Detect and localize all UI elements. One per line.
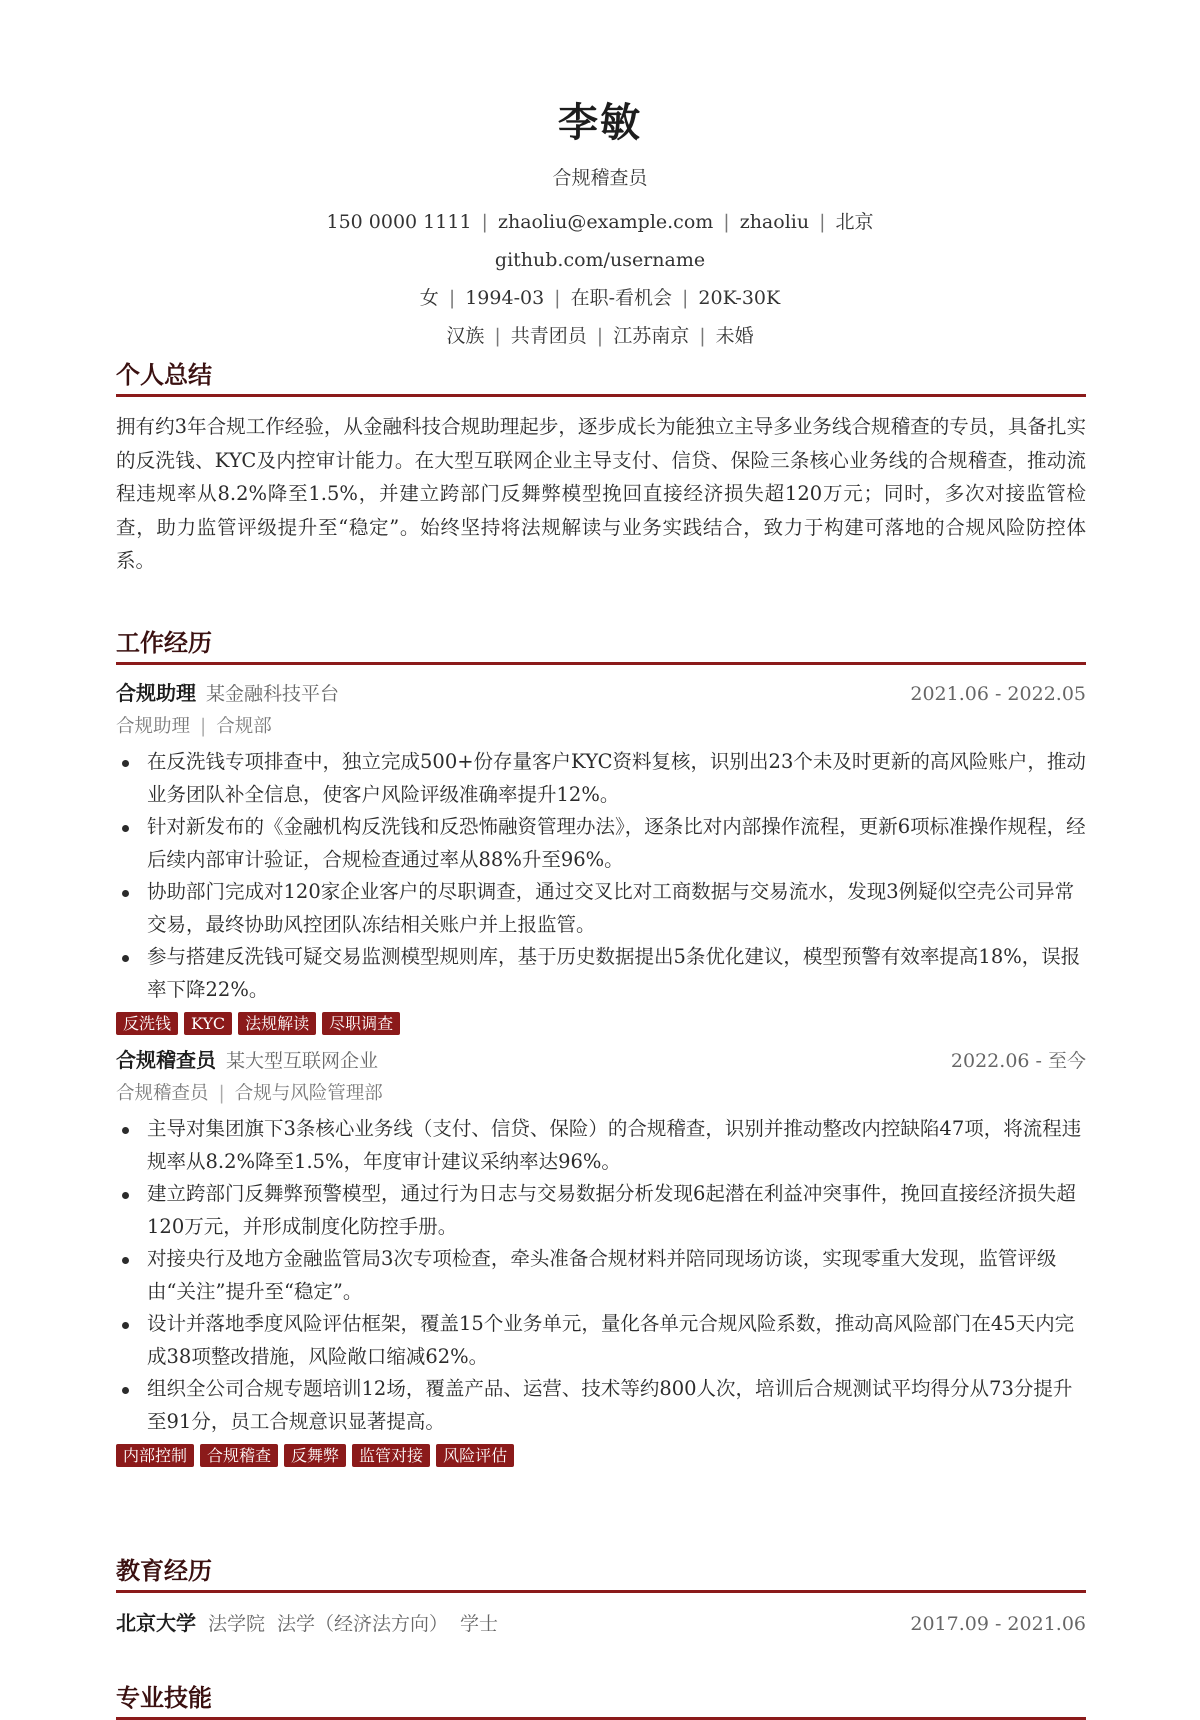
skill-tag: 反舞弊	[284, 1444, 346, 1467]
salary-expectation: 20K-30K	[698, 287, 781, 309]
job-title: 合规稽查员	[116, 1048, 216, 1072]
background-line	[0, 317, 1200, 355]
section-title-skills: 专业技能	[116, 1676, 1086, 1720]
job-status: 在职-看机会	[570, 287, 672, 309]
job-header	[116, 678, 1086, 708]
list-item: 设计并落地季度风险评估框架，覆盖15个业务单元，量化各单元合规风险系数，推动高风险部门在45天内完成38项整改措施，风险敞口缩减62%。	[116, 1308, 1086, 1373]
summary-text: 拥有约3年合规工作经验，从金融科技合规助理起步，逐步成长为能独立主导多业务线合规稽查的专员，具备扎实的反洗钱、KYC及内控审计能力。在大型互联网企业主导支付、信贷、保险三条核心业务线的合规稽查，推动流程违规率从8.2%降至1.5%，并建立跨部门反舞弊模型挽回直接经济损失超120万元；同时，多次对接监管检查，助力监管评级提升至“稳定”。始终坚持将法规解读与业务实践结合，致力于构建可落地的合规风险防控体系。	[116, 415, 1086, 572]
list-item: 主导对集团旗下3条核心业务线（支付、信贷、保险）的合规稽查，识别并推动整改内控缺陷47项，将流程违规率从8.2%降至1.5%，年度审计建议采纳率达96%。	[116, 1113, 1086, 1178]
separator: |	[494, 325, 501, 347]
separator: |	[723, 211, 730, 233]
job-entry	[116, 678, 1086, 1036]
separator: |	[448, 287, 456, 309]
skill-tags	[116, 1012, 1086, 1036]
resume-header	[0, 95, 1200, 355]
job-bullet-list	[116, 746, 1086, 1006]
education-section	[116, 1549, 1086, 1641]
skill-tag: 监管对接	[352, 1444, 430, 1467]
education-entry	[116, 1605, 1086, 1641]
job-position: 合规稽查员	[116, 1083, 209, 1104]
skill-tag: 反洗钱	[116, 1012, 178, 1035]
job-title-group	[116, 678, 339, 710]
list-item: 组织全公司合规专题培训12场，覆盖产品、运营、技术等约800人次，培训后合规测试平均得分从73分提升至91分，员工合规意识显著提高。	[116, 1373, 1086, 1438]
website-link[interactable]: github.com/username	[494, 249, 706, 271]
skill-tag: 风险评估	[436, 1444, 514, 1467]
job-entry	[116, 1045, 1086, 1468]
job-company: 某大型互联网企业	[226, 1050, 379, 1072]
website-line	[0, 241, 1200, 279]
skill-tag: KYC	[184, 1012, 232, 1035]
skill-tag: 尽职调查	[322, 1012, 400, 1035]
faculty-name: 法学院	[208, 1613, 266, 1635]
list-item: 协助部门完成对120家企业客户的尽职调查，通过交叉比对工商数据与交易流水，发现3例疑似空壳公司异常交易，最终协助风控团队冻结相关账户并上报监管。	[116, 876, 1086, 941]
job-date: 2021.06 - 2022.05	[910, 683, 1086, 705]
job-subtitle	[116, 1075, 1086, 1113]
personal-line	[0, 279, 1200, 317]
job-position: 合规助理	[116, 716, 191, 737]
candidate-role: 合规稽查员	[552, 167, 648, 189]
candidate-name: 李敏	[558, 99, 642, 146]
separator: |	[218, 1083, 225, 1104]
list-item: 建立跨部门反舞弊预警模型，通过行为日志与交易数据分析发现6起潜在利益冲突事件，挽回直接经济损失超120万元，并形成制度化防控手册。	[116, 1178, 1086, 1243]
phone-number: 150 0000 1111	[326, 211, 472, 233]
separator: |	[554, 287, 561, 309]
separator: |	[682, 287, 689, 309]
job-title: 合规助理	[116, 681, 196, 705]
skills-section	[116, 1676, 1086, 1720]
list-item: 针对新发布的《金融机构反洗钱和反恐怖融资管理办法》，逐条比对内部操作流程，更新6项标准操作规程，经后续内部审计验证，合规检查通过率从88%升至96%。	[116, 811, 1086, 876]
list-item: 参与搭建反洗钱可疑交易监测模型规则库，基于历史数据提出5条优化建议，模型预警有效率提高18%，误报率下降22%。	[116, 941, 1086, 1006]
job-title-group	[116, 1045, 378, 1077]
birth-date: 1994-03	[465, 287, 545, 309]
school-name: 北京大学	[116, 1611, 196, 1635]
gender: 女	[419, 287, 439, 309]
hometown: 江苏南京	[613, 325, 690, 347]
separator: |	[200, 716, 207, 737]
education-info	[116, 1605, 498, 1643]
section-title-education: 教育经历	[116, 1549, 1086, 1593]
separator: |	[819, 211, 826, 233]
summary-section	[116, 353, 1086, 578]
skill-tags	[116, 1444, 1086, 1468]
job-subtitle	[116, 708, 1086, 746]
separator: |	[699, 325, 706, 347]
contact-line	[0, 203, 1200, 241]
wechat-id: zhaoliu	[739, 211, 810, 233]
degree-name: 学士	[460, 1613, 499, 1635]
job-department: 合规与风险管理部	[234, 1083, 383, 1104]
separator: |	[596, 325, 604, 347]
job-date: 2022.06 - 至今	[950, 1050, 1086, 1072]
political-status: 共青团员	[510, 325, 587, 347]
skill-tag: 内部控制	[116, 1444, 194, 1467]
education-date: 2017.09 - 2021.06	[910, 1613, 1086, 1635]
major-name: 法学（经济法方向）	[277, 1613, 449, 1635]
job-header	[116, 1045, 1086, 1075]
experience-section	[116, 621, 1086, 1468]
marital-status: 未婚	[715, 325, 754, 347]
ethnicity: 汉族	[446, 325, 485, 347]
job-department: 合规部	[216, 716, 272, 737]
skill-tag: 合规稽查	[200, 1444, 278, 1467]
list-item: 对接央行及地方金融监管局3次专项检查，牵头准备合规材料并陪同现场访谈，实现零重大发现，监管评级由“关注”提升至“稳定”。	[116, 1243, 1086, 1308]
email-link[interactable]: zhaoliu@example.com	[497, 211, 714, 233]
job-bullet-list	[116, 1113, 1086, 1438]
location: 北京	[835, 211, 874, 233]
list-item: 在反洗钱专项排查中，独立完成500+份存量客户KYC资料复核，识别出23个未及时更新的高风险账户，推动业务团队补全信息，使客户风险评级准确率提升12%。	[116, 746, 1086, 811]
section-title-summary: 个人总结	[116, 353, 1086, 397]
separator: |	[481, 211, 488, 233]
section-title-experience: 工作经历	[116, 621, 1086, 665]
skill-tag: 法规解读	[238, 1012, 316, 1035]
job-company: 某金融科技平台	[206, 683, 340, 705]
